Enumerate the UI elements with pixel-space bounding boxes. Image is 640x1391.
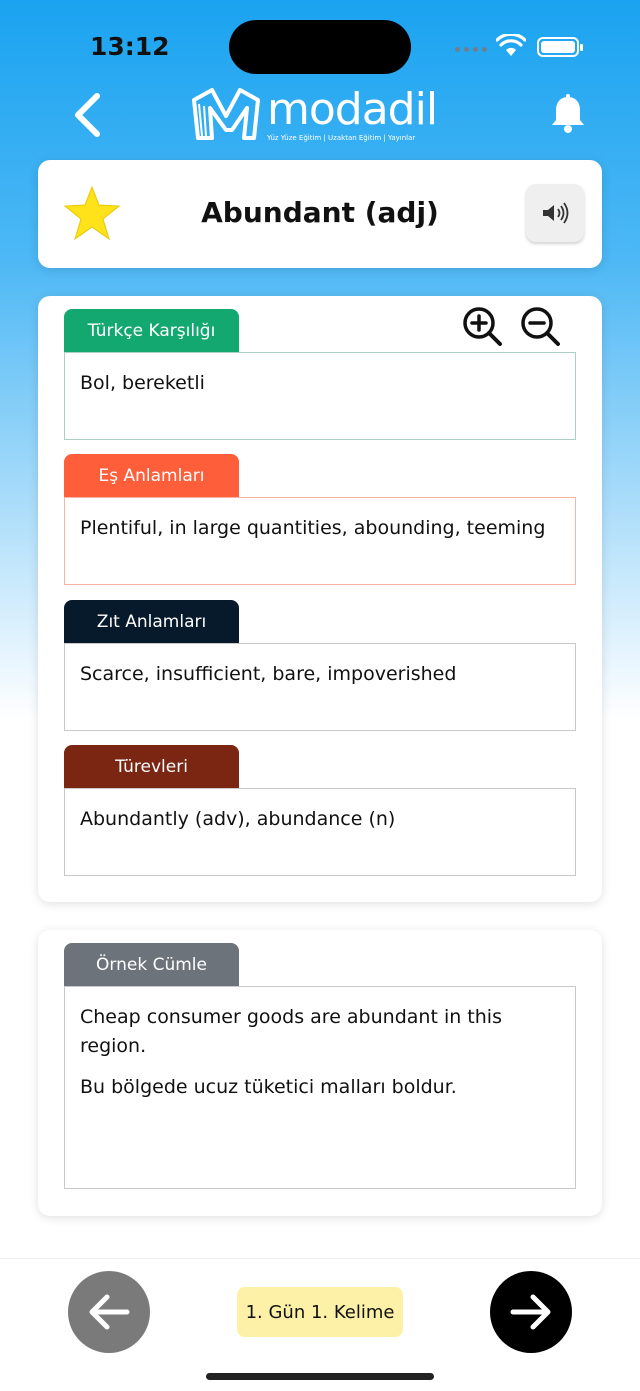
example-sentence-tr: Bu bölgede ucuz tüketici malları boldur. [80,1076,457,1098]
status-time: 13:12 [90,32,170,61]
chevron-left-icon [72,92,102,138]
back-button[interactable] [62,90,112,140]
logo-book-icon [192,86,262,144]
word-card [38,160,602,268]
derivatives-text: Abundantly (adv), abundance (n) [64,788,576,876]
previous-word-button[interactable] [68,1271,150,1353]
logo [192,86,452,148]
signal-icon [455,47,487,52]
tab-derivatives: Türevleri [64,745,239,789]
tab-synonyms: Eş Anlamları [64,454,239,498]
turkish-meaning-text: Bol, bereketli [64,352,576,440]
home-indicator [206,1373,434,1380]
details-card [38,296,602,902]
bell-icon [550,94,586,134]
next-word-button[interactable] [490,1271,572,1353]
synonyms-text: Plentiful, in large quantities, abounding, teeming [64,497,576,585]
example-box [64,986,576,1189]
arrow-left-icon [87,1292,131,1332]
tab-turkish-meaning: Türkçe Karşılığı [64,309,239,353]
word-title: Abundant (adj) [201,196,439,229]
bottom-bar [0,1258,640,1391]
pronounce-button[interactable] [526,184,584,242]
zoom-out-icon[interactable] [518,304,562,348]
example-sentence-en: Cheap consumer goods are abundant in this region. [80,1006,502,1057]
battery-icon [537,37,579,57]
antonyms-text: Scarce, insufficient, bare, impoverished [64,643,576,731]
notifications-button[interactable] [542,88,594,140]
logo-text: modadil [267,84,438,135]
speaker-icon [541,202,569,224]
zoom-in-icon[interactable] [460,304,504,348]
logo-subtitle: Yüz Yüze Eğitim | Uzaktan Eğitim | Yayınlar [267,134,416,142]
day-word-badge: 1. Gün 1. Kelime [237,1287,403,1337]
arrow-right-icon [509,1292,553,1332]
dynamic-island [229,20,411,74]
tab-antonyms: Zıt Anlamları [64,600,239,644]
wifi-icon [496,34,526,58]
example-card [38,930,602,1216]
tab-example: Örnek Cümle [64,943,239,987]
